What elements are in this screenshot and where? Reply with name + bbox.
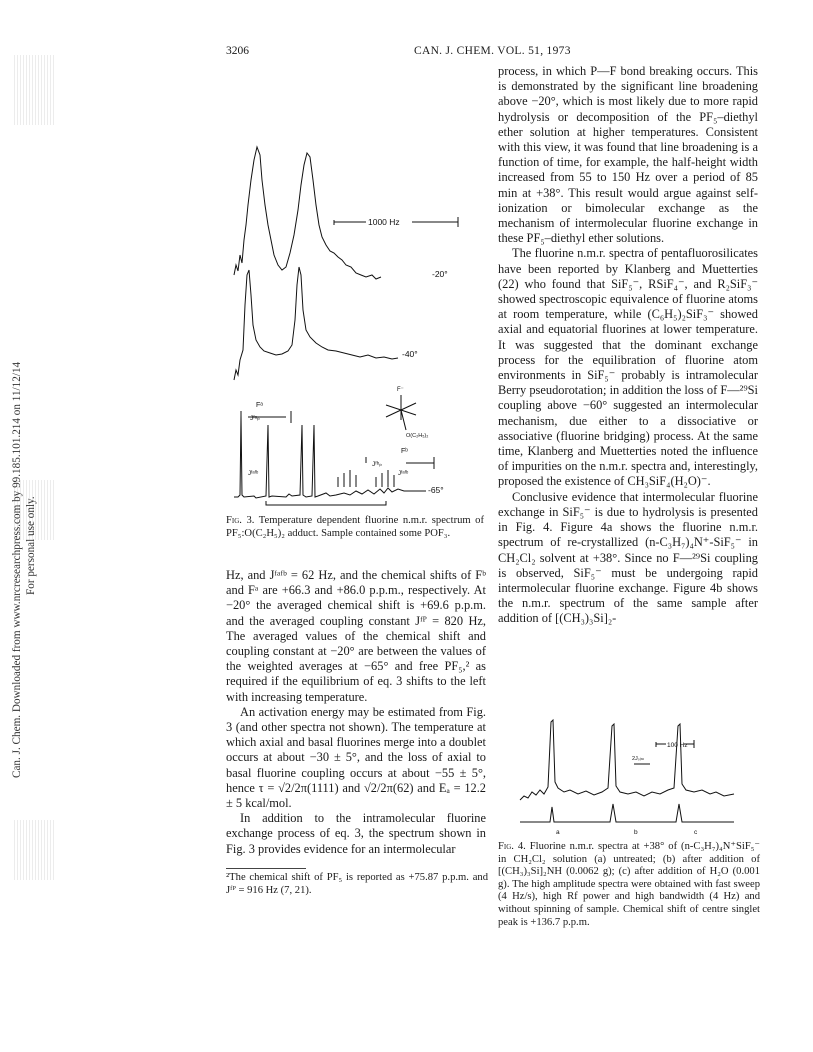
- left-paragraph-3: In addition to the intramolecular fluorine exchange process of eq. 3, the spectrum shown in Fig. 3 provides evidence for an intermolecular: [226, 811, 486, 856]
- fig4-jsif-label: 2Jₛᵢₘ: [632, 756, 645, 762]
- figure-4-spectrum: [498, 712, 760, 837]
- right-paragraph-2: The fluorine n.m.r. spectra of pentafluorosilicates have been reported by Klanberg and Muetterties (22) who found that SiF₅⁻, RSiF₄⁻, and R₂SiF₃⁻ showed spectroscopic equivalence of fluorine atoms at room temperature, while (C₆H₅)₂SiF₃⁻ showed axial and equatorial fluorines at lower temperature. It was suggested that the dominant exchange process for the equilibration of fluorine atom environments in SiF₅⁻ probably is intramolecular Berry pseudorotation; in addition the loss of F—²⁹Si coupling above −60° suggested an intermolecular mechanism, due either to a dissociative or associative (fluorine bridging) process. At the same time, Klanberg and Muetterties noted the influence of impurities on the n.m.r. spectra and, interestingly, proposed the existence of CH₃SiF₄(H₂O)⁻.: [498, 246, 758, 489]
- trace-minus-65: [234, 415, 429, 498]
- footnote: ²The chemical shift of PF₅ is reported as +75.87 p.p.m. and Jᶠᴾ = 916 Hz (7, 21).: [226, 872, 488, 896]
- fig3-jfafb-left: Jᶠᵃᶠᵇ: [248, 471, 259, 477]
- figure-3-spectrum: [226, 125, 486, 510]
- scan-noise-top: [14, 55, 54, 125]
- download-notice: [6, 200, 46, 800]
- personal-use-line: For personal use only.: [25, 496, 37, 595]
- fig3-ether-label: O(C₂H₅)₂: [406, 433, 429, 439]
- left-paragraph-2: An activation energy may be estimated from Fig. 3 (and other spectra not shown). The temperature at which axial and basal fluorines merge into a doublet occurs at about −30 ± 5°, and the loss of axial to basal fluorine coupling occurs at about −55 ± 5°, hence τ = √2/2π(1111) and √2/2π(62) and Eₐ = 12.2 ± 5 kcal/mol.: [226, 704, 486, 811]
- fig3-temp-minus20: -20°: [432, 269, 448, 279]
- left-column-text: [226, 568, 486, 857]
- fig4-trace-b: [520, 804, 734, 822]
- fig4-trace: [520, 720, 734, 800]
- fig3-scale-label: 1000 Hz: [368, 217, 400, 227]
- trace-minus-40: [234, 267, 398, 380]
- footnote-rule: [226, 868, 306, 869]
- download-sidebar: [0, 0, 60, 1052]
- figure-4-caption: [498, 841, 760, 929]
- fig4-scale-label: 100 Hz: [667, 742, 688, 749]
- figure-3-caption: [226, 515, 484, 540]
- figure-4-plot: [498, 712, 760, 837]
- fig3-fb-label: Fᵇ: [401, 448, 408, 455]
- fig3-fa-label: Fᵃ: [256, 402, 263, 409]
- download-line: Can. J. Chem. Downloaded from www.nrcresearchpress.com by 99.185.101.214 on 11/12/14: [11, 361, 23, 778]
- fig4-label-b: b: [634, 829, 638, 836]
- fig4-label-c: c: [694, 829, 698, 836]
- figure-3-plot: [226, 125, 486, 510]
- right-paragraph-1: process, in which P—F bond breaking occurs. This is demonstrated by the significant line broadening above −20°, which is most likely due to more rapid hydrolysis or decomposition of the PF₅–diethyl ether solution at higher temperatures. Consistent with this view, it was found that line broadening is a function of time, for example, the half-height width increased from 55 to 150 Hz over a period of 85 min at +38°. This result would argue against self-ionization or bimolecular exchange as the mechanism of intermolecular fluorine exchange in these PF₅–diethyl ether solutions.: [498, 64, 758, 246]
- fig3-temp-minus65: -65°: [428, 485, 444, 495]
- page-number: 3206: [226, 45, 249, 57]
- fig3-f-top-label: F⁻: [397, 387, 404, 393]
- left-paragraph-1: Hz, and Jᶠᵃᶠᵇ = 62 Hz, and the chemical shifts of Fᵇ and Fᵃ are +66.3 and +86.0 p.p.m., respectively. At −20° the averaged chemical shift is +69.6 p.p.m. and the averaged coupling constant Jᶠᴾ = 820 Hz, The averaged values of the chemical shift and coupling constant at −20° are between the values of the weighted averages at −65° and free PF₅,² as required if the equilibrium of eq. 3 shifts to the left with increasing temperature.: [226, 568, 486, 704]
- trace-minus-20: [234, 147, 381, 279]
- figure-4-caption-label: Fig. 4.: [498, 841, 526, 852]
- figure-3-caption-label: Fig. 3.: [226, 515, 255, 526]
- fig4-label-a: a: [556, 829, 560, 836]
- fig3-jfafb-right: Jᶠᵃᶠᵇ: [398, 471, 409, 477]
- fig3-jfap-label: Jᶠᵃₚ: [250, 415, 260, 422]
- figure-3-caption-text: Temperature dependent fluorine n.m.r. spectrum of PF₅:O(C₂H₅)₂ adduct. Sample contained some POF₃.: [226, 515, 484, 539]
- fig3-temp-minus40: -40°: [402, 349, 418, 359]
- journal-title: CAN. J. CHEM. VOL. 51, 1973: [414, 45, 571, 57]
- right-paragraph-3: Conclusive evidence that intermolecular fluorine exchange in SiF₅⁻ is due to hydrolysis is presented in Fig. 4. Figure 4a shows the fluorine n.m.r. spectrum of re-crystallized (n-C₃H₇)₄N⁺-SiF₅⁻ in CH₂Cl₂ solvent at +38°. Since no F—²⁹Si coupling is observed, SiF₅⁻ must be undergoing rapid intermolecular fluorine exchange. Figure 4b shows the n.m.r. spectrum of the same sample after addition of [(CH₃)₃Si]₂-: [498, 489, 758, 626]
- figure-4-caption-text: Fluorine n.m.r. spectra at +38° of (n-C₃H₇)₄N⁺SiF₅⁻ in CH₂Cl₂ solution (a) untreated; (b) after addition of [(CH₃)₃Si]₂NH (0.0062 g); (c) after addition of H₂O (0.001 g). The high amplitude spectra were obtained with fast sweep (4 Hz/s), high Rf power and high bandwidth (4 Hz) and without spinning of sample. Chemical shift of centre singlet peak is +136.7 p.p.m.: [498, 841, 760, 928]
- right-column-text: [498, 64, 758, 627]
- fig3-jfbp-label: Jᶠᵇₚ: [372, 461, 382, 468]
- scan-noise-bottom: [14, 820, 54, 880]
